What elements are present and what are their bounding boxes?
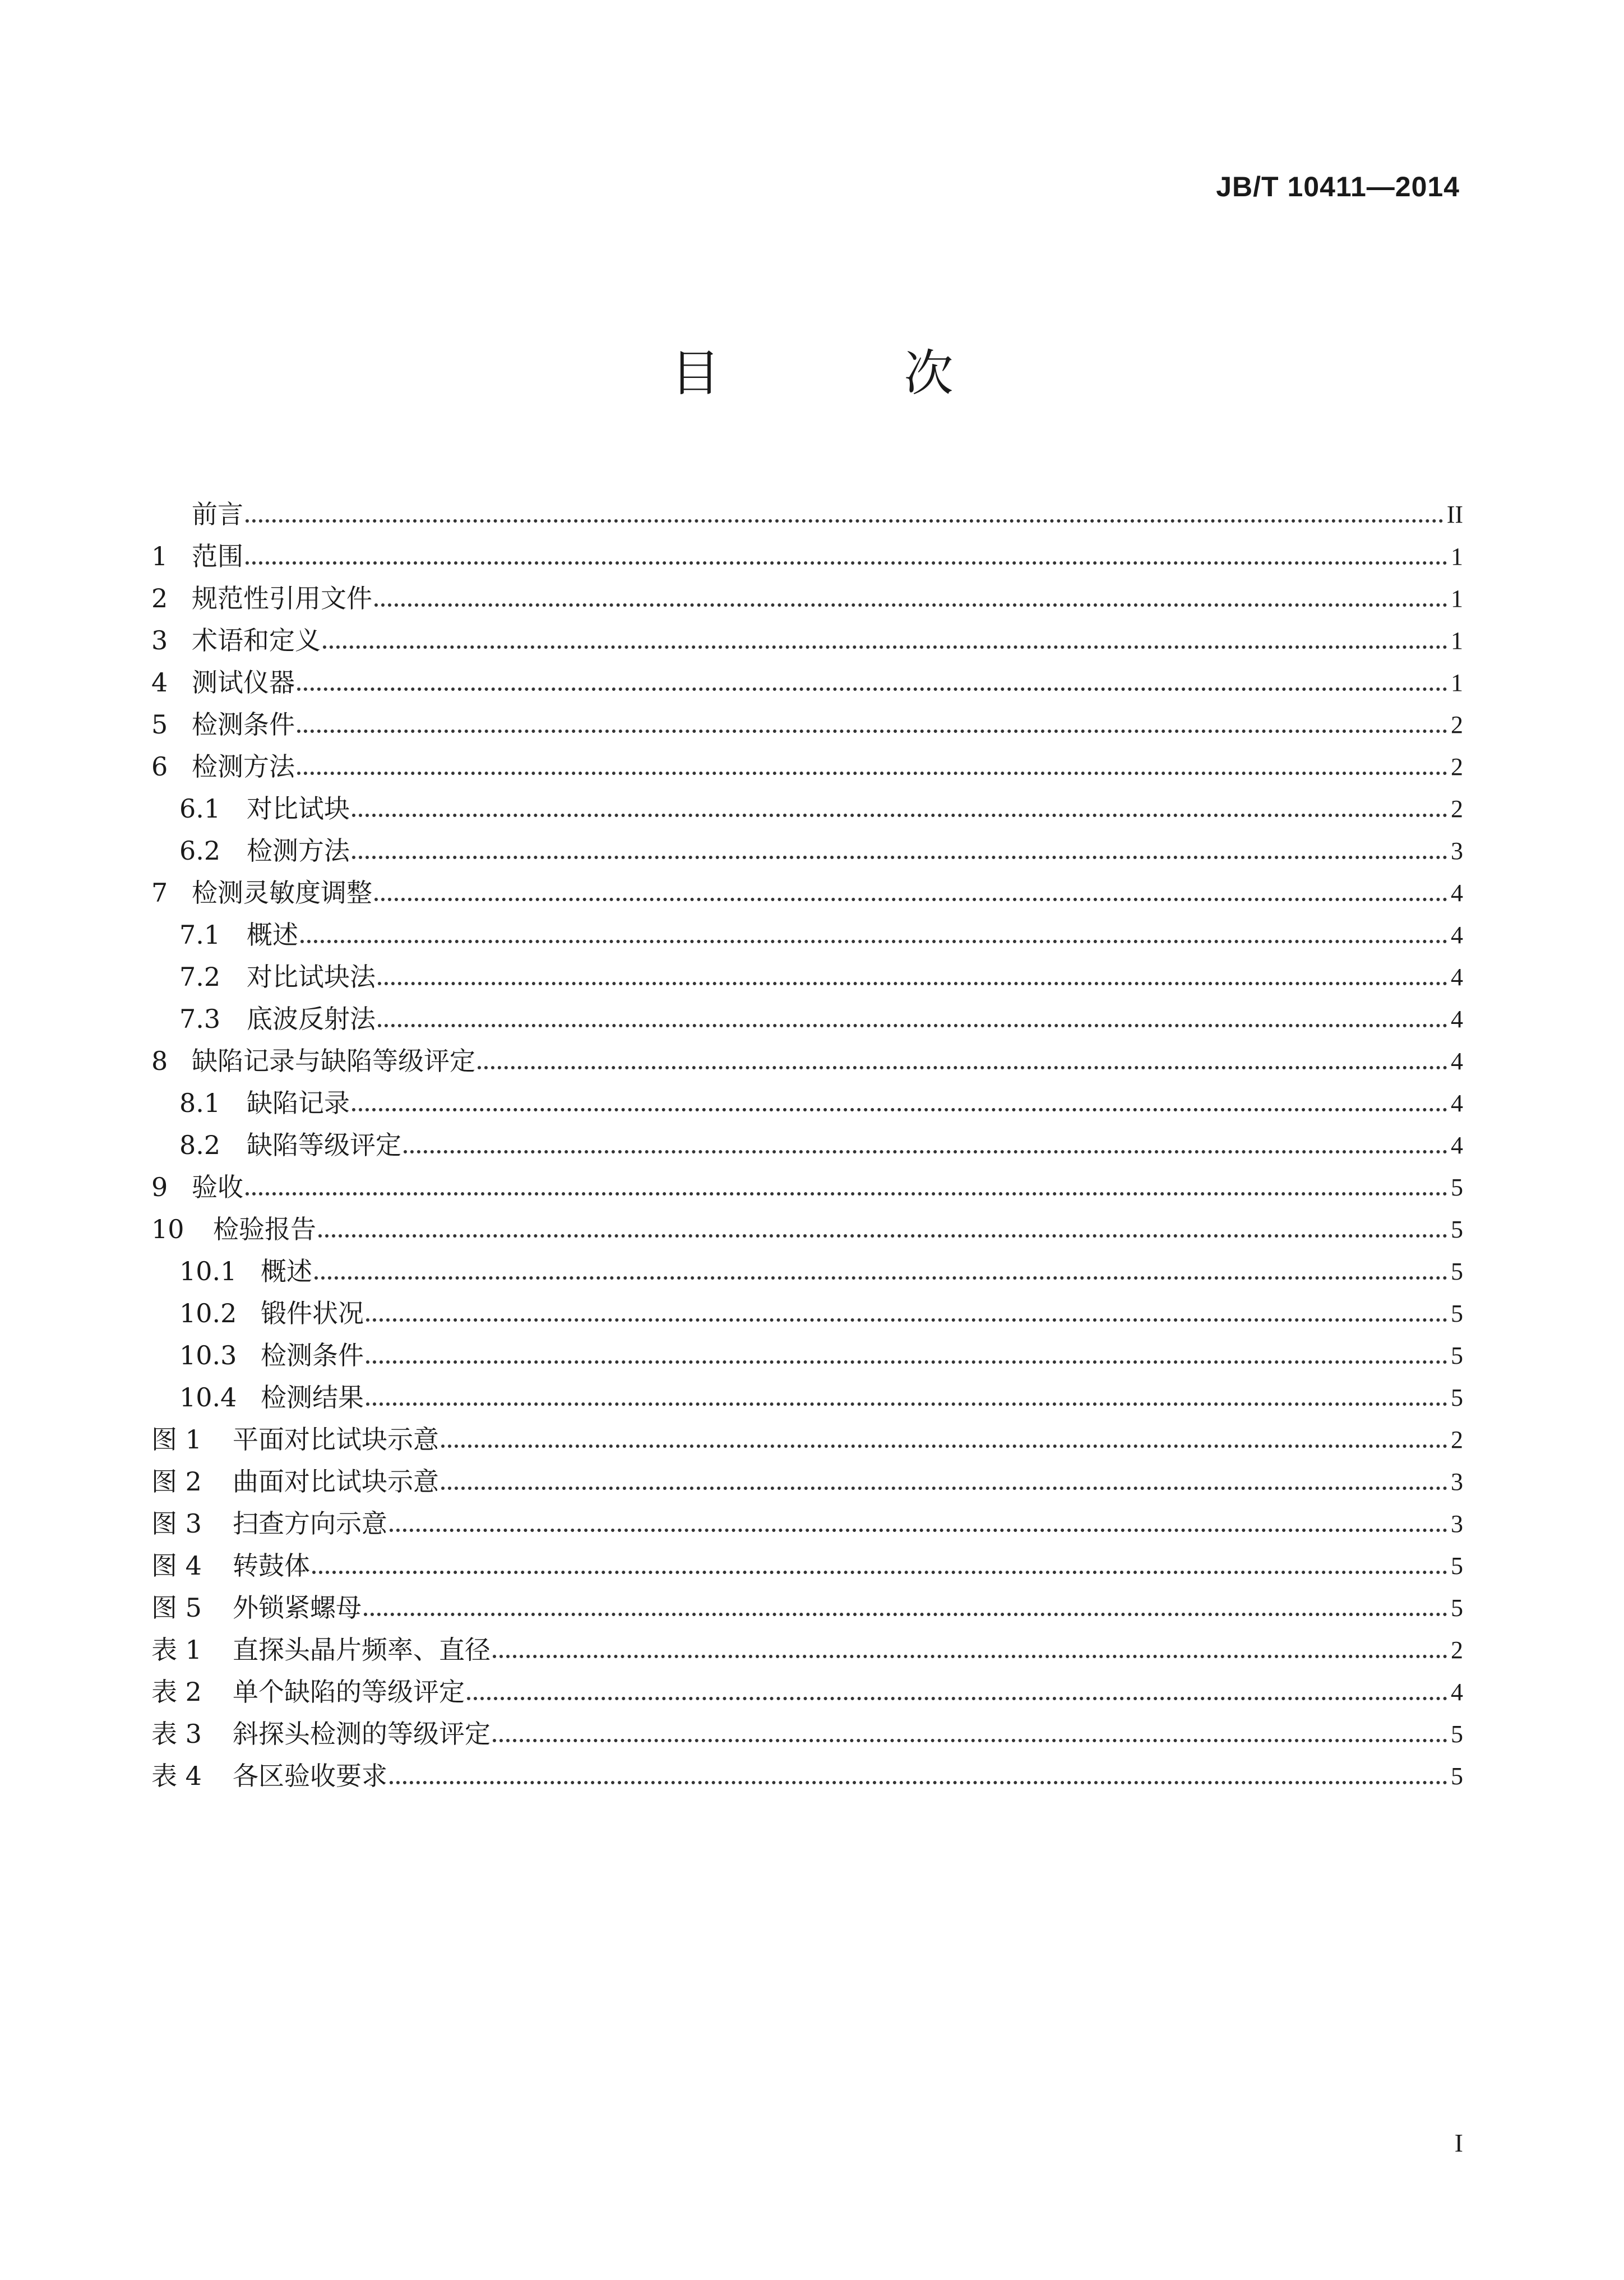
toc-entry-label [151, 709, 297, 740]
toc-entry[interactable] [151, 695, 1463, 740]
toc-entry-number: 表 2 [151, 1677, 202, 1707]
toc-entry-title: 缺陷等级评定 [247, 1130, 401, 1160]
toc-entry-number: 图 3 [151, 1508, 202, 1539]
toc-entry-page: 2 [1451, 795, 1463, 823]
dot-leader [246, 519, 1443, 523]
toc-entry-page: II [1446, 501, 1463, 528]
toc-entry-label [179, 922, 300, 948]
dot-leader [352, 814, 1447, 817]
dot-leader [246, 1192, 1447, 1196]
toc-entry-label [151, 1721, 493, 1747]
toc-entry[interactable] [151, 1032, 1463, 1074]
toc-entry-label [151, 667, 297, 698]
toc-entry[interactable] [151, 1284, 1463, 1326]
toc-entry-number: 7.2 [179, 962, 221, 992]
toc-entry-title: 规范性引用文件 [192, 583, 372, 613]
toc-entry-number: 9 [151, 1172, 168, 1202]
toc-entry-title: 单个缺陷的等级评定 [233, 1677, 465, 1707]
dot-leader [366, 1402, 1447, 1406]
document-id: JB/T 10411—2014 [1216, 171, 1460, 202]
toc-entry-title: 底波反射法 [247, 1004, 376, 1034]
toc-entry-number: 图 2 [151, 1466, 202, 1497]
toc-entry-label [151, 625, 323, 656]
toc-entry-number: 8.2 [179, 1130, 221, 1160]
dot-leader [374, 898, 1447, 901]
toc-entry-title: 缺陷记录 [247, 1088, 350, 1118]
toc-entry[interactable] [151, 1705, 1463, 1747]
toc-entry-number: 表 4 [151, 1761, 202, 1791]
toc-entry-number: 图 5 [151, 1593, 202, 1623]
toc-entry-title: 检测方法 [192, 751, 295, 782]
toc-entry-label [151, 501, 246, 527]
toc-entry-label [179, 1258, 314, 1284]
toc-entry-label [151, 1174, 246, 1200]
toc-entry-title: 缺陷记录与缺陷等级评定 [192, 1046, 475, 1076]
toc-entry-label [179, 1132, 404, 1158]
toc-entry-number: 10.2 [179, 1298, 237, 1328]
dot-leader [404, 1150, 1447, 1153]
toc-entry-page: 4 [1451, 1005, 1463, 1033]
toc-entry-page: 5 [1451, 1384, 1463, 1411]
toc-entry-page: 5 [1451, 1174, 1463, 1201]
toc-entry-page: 5 [1451, 1258, 1463, 1285]
toc-entry-page: 4 [1451, 1090, 1463, 1117]
toc-entry[interactable] [151, 1536, 1463, 1579]
toc-entry-label [179, 1006, 378, 1032]
toc-entry-title: 直探头晶片频率、直径 [233, 1635, 491, 1665]
dot-leader [323, 645, 1447, 649]
toc-entry-page: 5 [1451, 1552, 1463, 1580]
toc-entry-number: 2 [151, 583, 168, 613]
toc-entry-title: 检测条件 [192, 709, 295, 740]
toc-entry-number: 5 [151, 709, 168, 740]
toc-entry[interactable] [151, 611, 1463, 656]
toc-entry-label [151, 751, 297, 782]
toc-entry-number: 4 [151, 667, 168, 698]
toc-entry-label [151, 1679, 467, 1705]
dot-leader [297, 730, 1447, 733]
toc-entry-number: 图 1 [151, 1424, 202, 1455]
toc-entry[interactable] [151, 821, 1463, 864]
toc-entry-page: 4 [1451, 963, 1463, 991]
toc-entry-page: 4 [1451, 879, 1463, 907]
toc-entry-label [151, 1216, 318, 1242]
toc-entry[interactable] [151, 1242, 1463, 1284]
toc-entry-number: 表 1 [151, 1635, 202, 1665]
toc-entry-title: 范围 [192, 541, 243, 571]
toc-entry-title: 扫查方向示意 [233, 1508, 387, 1539]
dot-leader [493, 1739, 1447, 1742]
dot-leader [493, 1655, 1447, 1658]
dot-leader [314, 1276, 1447, 1280]
toc-entry-label [179, 1342, 366, 1368]
toc-entry-page: 5 [1451, 1762, 1463, 1790]
toc-entry-title: 检测条件 [261, 1340, 364, 1370]
toc-entry-number: 7.3 [179, 1004, 221, 1034]
toc-entry-label [179, 1382, 366, 1413]
toc-entry-page: 5 [1451, 1720, 1463, 1748]
toc-entry-label [151, 1637, 493, 1663]
page-number: I [1454, 2129, 1463, 2157]
toc-entry-page: 4 [1451, 1678, 1463, 1706]
toc-entry-title: 检测灵敏度调整 [192, 878, 372, 908]
toc-entry[interactable] [151, 1663, 1463, 1705]
toc-entry[interactable] [151, 1579, 1463, 1621]
toc-entry-label [151, 880, 374, 906]
toc-entry-title: 平面对比试块示意 [233, 1424, 439, 1455]
toc-entry-title: 对比试块法 [247, 962, 376, 992]
dot-leader [378, 1024, 1447, 1027]
toc-entry-page: 2 [1451, 1426, 1463, 1453]
toc-entry[interactable] [151, 1621, 1463, 1663]
toc-entry-number: 7 [151, 878, 168, 908]
toc-entry-page: 3 [1451, 837, 1463, 865]
toc-entry[interactable] [151, 864, 1463, 906]
toc-entry-label [151, 1550, 312, 1581]
toc-entry-title: 验收 [192, 1172, 243, 1202]
dot-leader [300, 940, 1447, 943]
toc-entry-number: 10.4 [179, 1382, 237, 1413]
toc-entry-label [179, 1300, 366, 1326]
toc-entry-title: 概述 [247, 920, 298, 950]
toc-entry-title: 转鼓体 [233, 1550, 310, 1581]
toc-entry[interactable] [151, 948, 1463, 990]
toc-entry[interactable] [151, 1747, 1463, 1789]
toc-entry-page: 5 [1451, 1342, 1463, 1369]
table-of-contents [151, 485, 1463, 1789]
toc-entry-label [151, 1595, 364, 1621]
toc-entry[interactable] [151, 1452, 1463, 1497]
toc-entry-number: 8 [151, 1046, 168, 1076]
dot-leader [390, 1781, 1447, 1784]
dot-leader [366, 1318, 1447, 1322]
dot-leader [366, 1360, 1447, 1364]
toc-entry-label [179, 793, 352, 824]
toc-entry-number: 表 3 [151, 1719, 202, 1749]
toc-entry-page: 1 [1451, 627, 1463, 654]
toc-entry-label [179, 964, 378, 990]
dot-leader [312, 1571, 1447, 1574]
toc-entry-number: 8.1 [179, 1088, 221, 1118]
toc-entry-page: 5 [1451, 1594, 1463, 1622]
toc-entry[interactable] [151, 779, 1463, 824]
toc-entry-label [151, 1466, 441, 1497]
dot-leader [352, 856, 1447, 859]
toc-entry-label [179, 838, 352, 864]
dot-leader [297, 687, 1447, 691]
toc-entry[interactable] [151, 527, 1463, 569]
toc-entry-label [151, 1048, 478, 1074]
toc-entry-number: 6 [151, 751, 168, 782]
toc-entry[interactable] [151, 737, 1463, 782]
toc-entry-number: 6.1 [179, 793, 221, 824]
toc-entry-title: 检验报告 [213, 1214, 316, 1244]
toc-entry[interactable] [151, 1494, 1463, 1539]
toc-entry-label [151, 585, 374, 611]
dot-leader [441, 1444, 1447, 1448]
toc-entry-title: 检测方法 [247, 836, 350, 866]
toc-entry-title: 外锁紧螺母 [233, 1593, 362, 1623]
toc-entry-page: 5 [1451, 1216, 1463, 1243]
dot-leader [467, 1697, 1447, 1700]
toc-entry-page: 3 [1451, 1510, 1463, 1538]
toc-entry-title: 概述 [261, 1256, 312, 1286]
toc-entry-title: 对比试块 [247, 793, 350, 824]
toc-entry-title: 测试仪器 [192, 667, 295, 698]
toc-entry-title: 锻件状况 [261, 1298, 364, 1328]
toc-entry-page: 1 [1451, 585, 1463, 612]
dot-leader [378, 982, 1447, 985]
toc-entry-number: 6.2 [179, 836, 221, 866]
toc-entry-label [179, 1090, 352, 1116]
dot-leader [478, 1066, 1447, 1069]
page-title: 目 次 [670, 344, 1038, 402]
toc-entry-label [151, 1763, 390, 1789]
dot-leader [246, 561, 1447, 565]
toc-entry-page: 1 [1451, 543, 1463, 570]
toc-entry-number: 10 [151, 1214, 184, 1244]
toc-entry-page: 1 [1451, 669, 1463, 696]
toc-entry-page: 2 [1451, 753, 1463, 781]
toc-entry-page: 4 [1451, 921, 1463, 949]
toc-entry-title: 斜探头检测的等级评定 [233, 1719, 491, 1749]
toc-entry[interactable] [151, 990, 1463, 1032]
toc-entry-title: 检测结果 [261, 1382, 364, 1413]
toc-entry-title: 前言 [192, 499, 243, 529]
dot-leader [352, 1108, 1447, 1111]
toc-entry-title: 曲面对比试块示意 [233, 1466, 439, 1497]
toc-entry-number: 图 4 [151, 1550, 202, 1581]
dot-leader [297, 772, 1447, 775]
toc-entry-label [151, 1508, 390, 1539]
toc-entry-title: 各区验收要求 [233, 1761, 387, 1791]
toc-entry-page: 4 [1451, 1047, 1463, 1075]
toc-entry-page: 2 [1451, 1636, 1463, 1664]
toc-entry[interactable] [151, 1158, 1463, 1200]
dot-leader [374, 603, 1447, 607]
toc-entry-page: 2 [1451, 711, 1463, 739]
toc-entry-page: 4 [1451, 1132, 1463, 1159]
dot-leader [318, 1234, 1447, 1238]
toc-entry[interactable] [151, 1410, 1463, 1455]
toc-entry[interactable] [151, 485, 1463, 527]
toc-entry[interactable] [151, 1200, 1463, 1242]
toc-entry[interactable] [151, 1074, 1463, 1116]
toc-entry-title: 术语和定义 [192, 625, 321, 656]
toc-entry[interactable] [151, 569, 1463, 611]
toc-entry-number: 10.3 [179, 1340, 237, 1370]
toc-entry-number: 3 [151, 625, 168, 656]
toc-entry[interactable] [151, 906, 1463, 948]
toc-entry[interactable] [151, 653, 1463, 698]
toc-entry[interactable] [151, 1368, 1463, 1413]
toc-entry-page: 3 [1451, 1468, 1463, 1496]
toc-entry-label [151, 543, 246, 569]
dot-leader [441, 1487, 1447, 1490]
toc-entry-number: 10.1 [179, 1256, 237, 1286]
toc-entry-label [151, 1424, 441, 1455]
dot-leader [364, 1613, 1447, 1616]
toc-entry-number: 1 [151, 541, 168, 571]
toc-entry-number: 7.1 [179, 920, 221, 950]
toc-entry[interactable] [151, 1116, 1463, 1158]
dot-leader [390, 1529, 1447, 1532]
toc-entry[interactable] [151, 1326, 1463, 1368]
toc-entry-page: 5 [1451, 1300, 1463, 1327]
